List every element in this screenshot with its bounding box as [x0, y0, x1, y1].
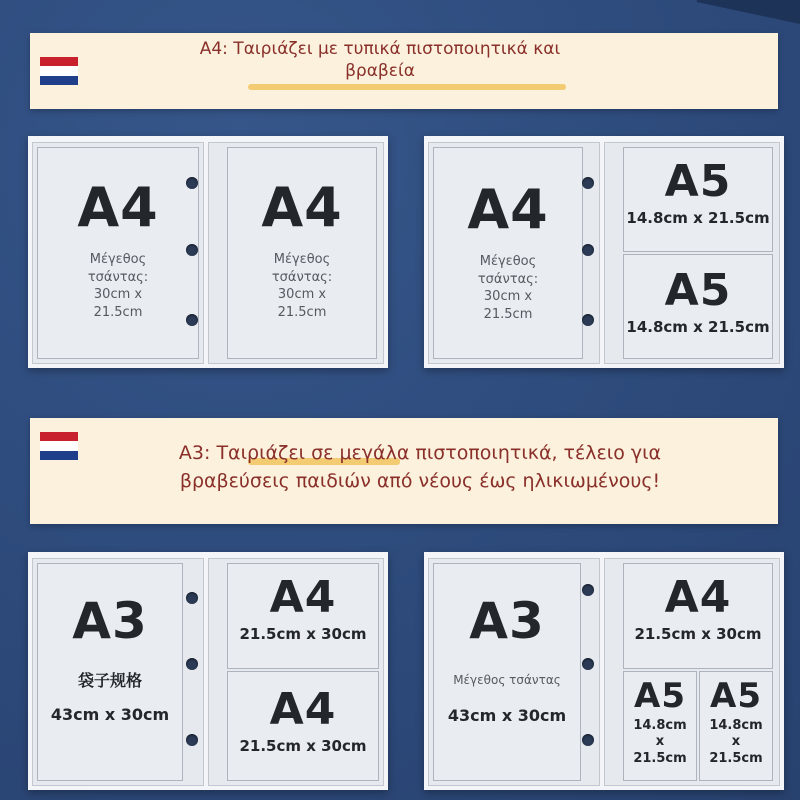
highlight-mark	[248, 84, 566, 90]
pocket-title: A4	[269, 572, 337, 623]
pocket-a5-bottom	[623, 254, 773, 359]
pocket-title: A4	[77, 176, 159, 239]
pocket-a4	[37, 147, 199, 359]
binder-hole	[186, 592, 198, 604]
binder-hole	[582, 244, 594, 256]
binder-hole	[582, 734, 594, 746]
pocket-label: Μέγεθος τσάντας	[453, 673, 561, 687]
sheet-left	[428, 558, 600, 786]
pocket-size: Μέγεθος τσάντας: 30cm x 21.5cm	[87, 252, 149, 320]
pocket-label: 袋子规格	[77, 671, 142, 690]
banner-a3-line2: βραβεύσεις παιδιών από νέους έως ηλικιωμένους!	[179, 469, 661, 492]
pocket-title: A3	[469, 592, 545, 650]
binder-hole	[582, 177, 594, 189]
pocket-title: A5	[664, 156, 732, 207]
pocket-title: A5	[664, 265, 732, 316]
pocket-title: A4	[269, 684, 337, 735]
pocket-title: A5	[634, 676, 686, 716]
sheet-right	[604, 142, 780, 364]
flag-icon	[40, 57, 78, 85]
pocket-size: 21.5cm x 30cm	[634, 625, 762, 643]
banner-a4	[30, 33, 778, 109]
binder-card-a3-a4-a5	[424, 552, 784, 790]
banner-a4-line1: A4: Ταιριάζει με τυπικά πιστοποιητικά και	[199, 39, 561, 59]
binder-card-a4-a5	[424, 136, 784, 368]
pocket-a4	[433, 147, 583, 359]
pocket-a3	[433, 563, 581, 781]
pocket-a5-left	[623, 671, 697, 781]
binder-hole	[582, 314, 594, 326]
pocket-title: A5	[710, 676, 762, 716]
binder-card-a3-a4	[28, 552, 388, 790]
pocket-size: 14.8cm x 21.5cm	[633, 718, 687, 766]
binder-hole	[186, 244, 198, 256]
pocket-size: Μέγεθος τσάντας: 30cm x 21.5cm	[477, 254, 539, 322]
binder-card-a4-a4	[28, 136, 388, 368]
sheet-right	[208, 142, 384, 364]
pocket-a4	[227, 147, 377, 359]
sheet-right	[208, 558, 384, 786]
sheet-left	[32, 142, 204, 364]
pocket-title: A4	[664, 572, 732, 623]
binder-hole	[582, 658, 594, 670]
pocket-size: 21.5cm x 30cm	[239, 625, 367, 643]
sheet-right	[604, 558, 780, 786]
pocket-a4-top	[227, 563, 379, 669]
pocket-size: 21.5cm x 30cm	[239, 737, 367, 755]
pocket-size: Μέγεθος τσάντας: 30cm x 21.5cm	[271, 252, 333, 320]
sheet-left	[32, 558, 204, 786]
pocket-title: A3	[72, 592, 148, 650]
pocket-title: A4	[261, 176, 343, 239]
binder-hole	[186, 658, 198, 670]
flag-icon	[40, 432, 78, 460]
banner-a4-line2: βραβεία	[345, 61, 415, 82]
sheet-left	[428, 142, 600, 364]
binder-hole	[186, 177, 198, 189]
banner-a3	[30, 418, 778, 524]
pocket-size: 14.8cm x 21.5cm	[626, 209, 770, 227]
binder-hole	[186, 314, 198, 326]
pocket-size: 14.8cm x 21.5cm	[709, 718, 763, 766]
corner-decoration	[697, 0, 800, 27]
pocket-size: 43cm x 30cm	[447, 706, 567, 726]
pocket-a4-top	[623, 563, 773, 669]
pocket-size: 14.8cm x 21.5cm	[626, 318, 770, 336]
banner-a3-text	[90, 440, 750, 495]
pocket-a5-right	[699, 671, 773, 781]
pocket-a5-top	[623, 147, 773, 252]
pocket-a3	[37, 563, 183, 781]
banner-a3-line1: A3: Ταιριάζει σε μεγάλα πιστοποιητικά, τέλειο για	[178, 442, 662, 464]
banner-a4-text	[100, 38, 660, 82]
pocket-title: A4	[467, 178, 549, 241]
pocket-size: 43cm x 30cm	[50, 705, 170, 724]
binder-hole	[186, 734, 198, 746]
pocket-a4-bottom	[227, 671, 379, 781]
binder-hole	[582, 584, 594, 596]
